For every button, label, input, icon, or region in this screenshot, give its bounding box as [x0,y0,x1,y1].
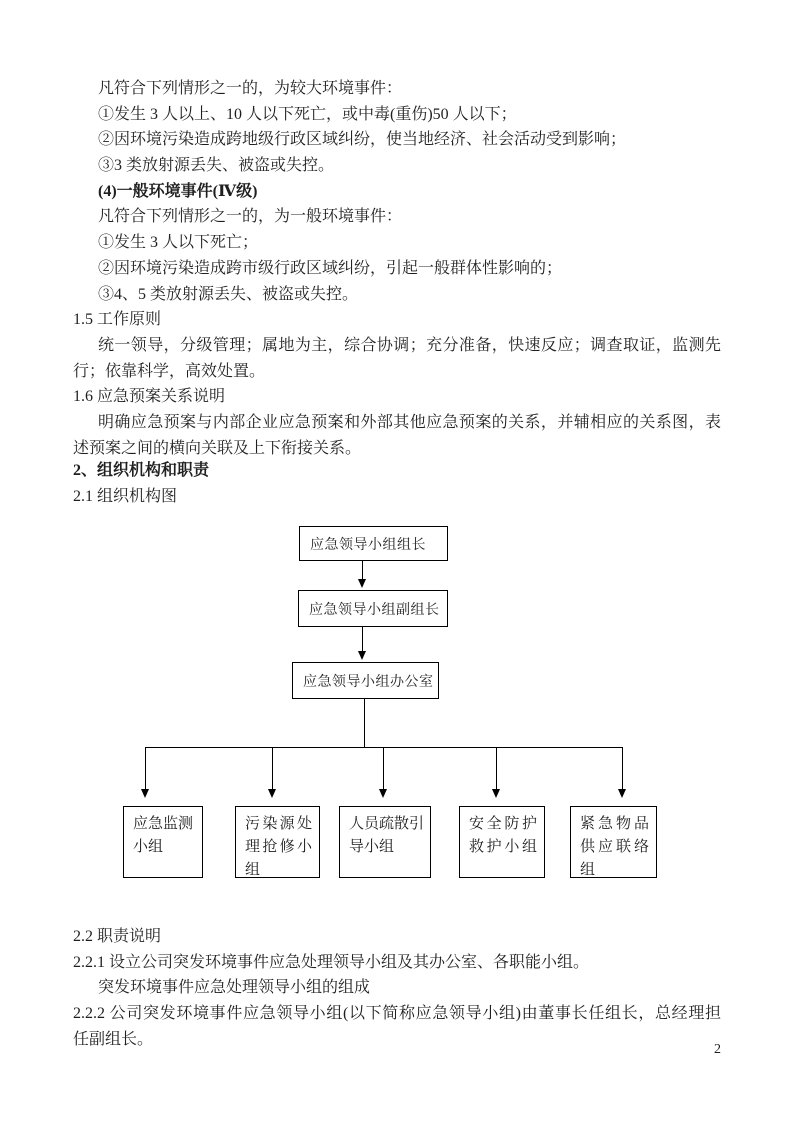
section-heading [73,458,721,484]
org-box-monitoring-group [123,806,203,878]
connector-line [496,747,497,790]
doc-line: 述预案之间的横向关联及上下衔接关系。 [73,439,362,457]
doc-heading-1-5: 1.5 工作原则 [73,311,162,329]
doc-line: ②因环境污染造成跨地级行政区域纠纷，使当地经济、社会活动受到影响； [98,131,627,149]
org-box-label-line: 安全防护 [469,816,537,832]
doc-heading-1-6: 1.6 应急预案关系说明 [73,388,226,406]
doc-line: 2.2.2 公司突发环境事件应急领导小组(以下简称应急领导小组)由董事长任组长，总经理担 [73,1005,721,1023]
org-box-office [292,662,439,699]
connector-line [364,699,365,747]
connector-line [145,747,623,748]
down-arrow-icon [492,789,500,798]
connector-line [145,747,146,790]
doc-line: ①发生 3 人以下死亡； [98,234,259,252]
doc-line: 行；依靠科学，高效处置。 [73,362,266,380]
doc-subheading: (4)一般环境事件(Ⅳ级) [98,182,258,200]
doc-line: ③3 类放射源丢失、被盗或失控。 [98,157,335,175]
subsection-heading [73,484,721,510]
doc-line: 任副组长。 [73,1030,154,1048]
down-arrow-icon [358,651,366,660]
connector-line [383,747,384,790]
bottom-text-block [73,924,721,1052]
doc-line: ③4、5 类放射源丢失、被盗或失控。 [98,285,359,303]
down-arrow-icon [358,579,366,588]
down-arrow-icon [141,789,149,798]
org-box-evacuation-group [339,806,431,878]
down-arrow-icon [618,789,626,798]
org-box-deputy-label: 应急领导小组副组长 [309,602,440,618]
org-box-label-line: 理抢修小 [245,839,312,855]
doc-line: 凡符合下列情形之一的，为一般环境事件： [98,208,403,226]
org-box-label-line: 组 [245,862,261,878]
connector-line [622,747,623,790]
org-box-leader-label: 应急领导小组组长 [310,537,426,553]
org-box-office-label: 应急领导小组办公室 [303,674,434,690]
doc-line: 统一领导，分级管理；属地为主，综合协调；充分准备，快速反应；调查取证，监测先 [98,336,721,354]
doc-line: 凡符合下列情形之一的，为较大环境事件： [98,80,403,97]
body-text-block [73,76,721,461]
subsection-heading-text: 2.1 组织机构图 [73,488,178,505]
section-heading-text: 2、组织机构和职责 [73,462,210,479]
org-box-label-line: 应急监测 [133,816,194,832]
doc-line: 2.2.1 设立公司突发环境事件应急处理领导小组及其办公室、各职能小组。 [73,953,590,971]
org-box-label-line: 人员疏散引 [349,816,425,832]
org-box-label-line: 污染源处 [245,816,312,832]
connector-line [362,561,363,580]
doc-line: 突发环境事件应急处理领导小组的组成 [98,979,371,997]
connector-line [272,747,273,790]
doc-heading-2-2: 2.2 职责说明 [73,928,162,945]
org-box-pollution-repair-group [235,806,320,878]
down-arrow-icon [268,789,276,798]
org-box-leader [299,526,448,561]
doc-line: ①发生 3 人以上、10 人以下死亡，或中毒(重伤)50 人以下； [98,105,517,123]
org-box-label-line: 组 [580,862,596,878]
doc-line: 明确应急预案与内部企业应急预案和外部其他应急预案的关系，并辅相应的关系图，表 [98,413,721,431]
down-arrow-icon [379,789,387,798]
connector-line [362,627,363,652]
org-box-label-line: 供应联络 [580,839,649,855]
doc-line: ②因环境污染造成跨市级行政区域纠纷，引起一般群体性影响的； [98,259,563,277]
org-box-supplies-liaison-group [570,806,657,878]
org-box-label-line: 小组 [133,839,164,855]
org-box-safety-rescue-group [459,806,545,878]
org-box-label-line: 救护小组 [469,839,537,855]
org-box-label-line: 紧急物品 [580,816,649,832]
org-box-label-line: 导小组 [349,839,395,855]
page-number: 2 [714,1042,721,1057]
org-box-deputy [298,590,448,627]
